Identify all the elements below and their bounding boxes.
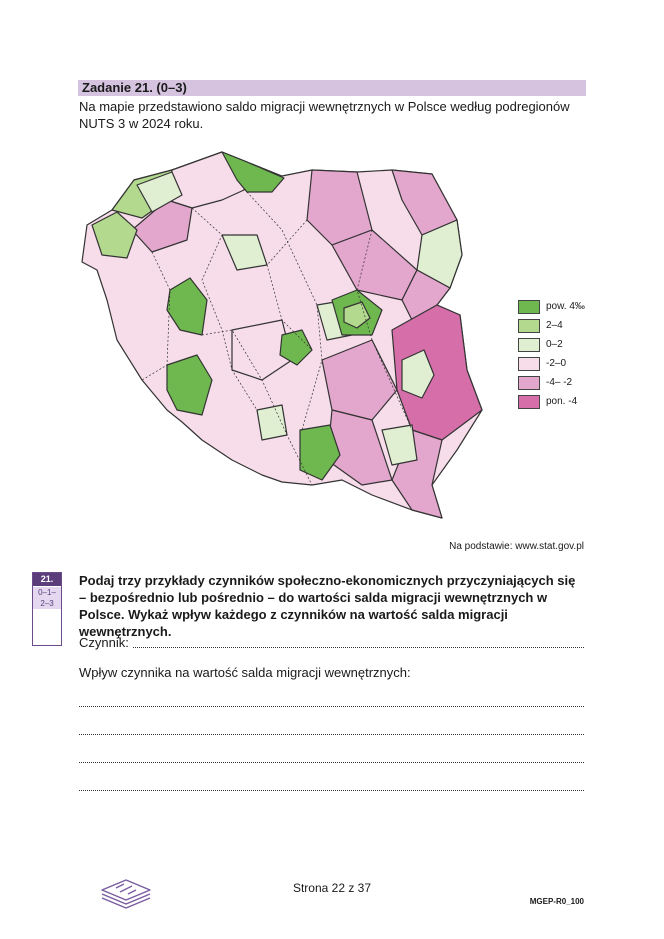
legend-item [518, 316, 585, 335]
task-intro: Na mapie przedstawiono saldo migracji wewnętrznych w Polsce według podregionów NUTS 3 w 2024 roku. [79, 99, 570, 131]
legend-label: pon. -4 [546, 396, 578, 407]
map-legend [518, 297, 585, 411]
legend-item [518, 392, 585, 411]
legend-item [518, 297, 585, 316]
factor-answer-line[interactable] [133, 634, 584, 648]
answer-line[interactable] [79, 734, 584, 735]
legend-swatch [518, 338, 540, 352]
answer-line[interactable] [79, 706, 584, 707]
legend-label: pow. 4‰ [546, 301, 585, 312]
legend-swatch [518, 376, 540, 390]
score-points [33, 587, 61, 609]
legend-label: -4– -2 [546, 377, 573, 388]
legend-item [518, 373, 585, 392]
legend-swatch [518, 395, 540, 409]
page-number: Strona 22 z 37 [292, 881, 372, 895]
score-box [32, 572, 62, 646]
impact-label: Wpływ czynnika na wartość salda migracji wewnętrznych: [79, 665, 411, 680]
region-wroclaw-south [257, 405, 287, 440]
legend-item [518, 335, 585, 354]
legend-label: -2–0 [546, 358, 567, 369]
document-code: MGEP-R0_100 [529, 897, 584, 906]
task-title: Zadanie 21. (0–3) [82, 80, 187, 95]
score-points-line2: 2–3 [40, 599, 54, 608]
legend-swatch [518, 300, 540, 314]
task-number-badge: 21. [33, 573, 61, 586]
legend-label: 2–4 [546, 320, 563, 331]
legend-swatch [518, 357, 540, 371]
poland-migration-map [72, 140, 492, 525]
legend-label: 0–2 [546, 339, 563, 350]
question-text: Podaj trzy przykłady czynników społeczno-ekonomicznych przyczyniających się – bezpośrednio lub pośrednio – do wartości salda migracji wewnętrznych w Polsce. Wykaż wpływ każdego z czynników na wartość salda migracji wewnętrznych. [79, 573, 576, 639]
legend-swatch [518, 319, 540, 333]
answer-line[interactable] [79, 762, 584, 763]
legend-item [518, 354, 585, 373]
map-source: Na podstawie: www.stat.gov.pl [449, 541, 584, 552]
answer-line[interactable] [79, 790, 584, 791]
factor-label: Czynnik: [79, 635, 129, 650]
factor-field[interactable] [79, 634, 584, 651]
score-points-line1: 0–1– [38, 588, 56, 597]
